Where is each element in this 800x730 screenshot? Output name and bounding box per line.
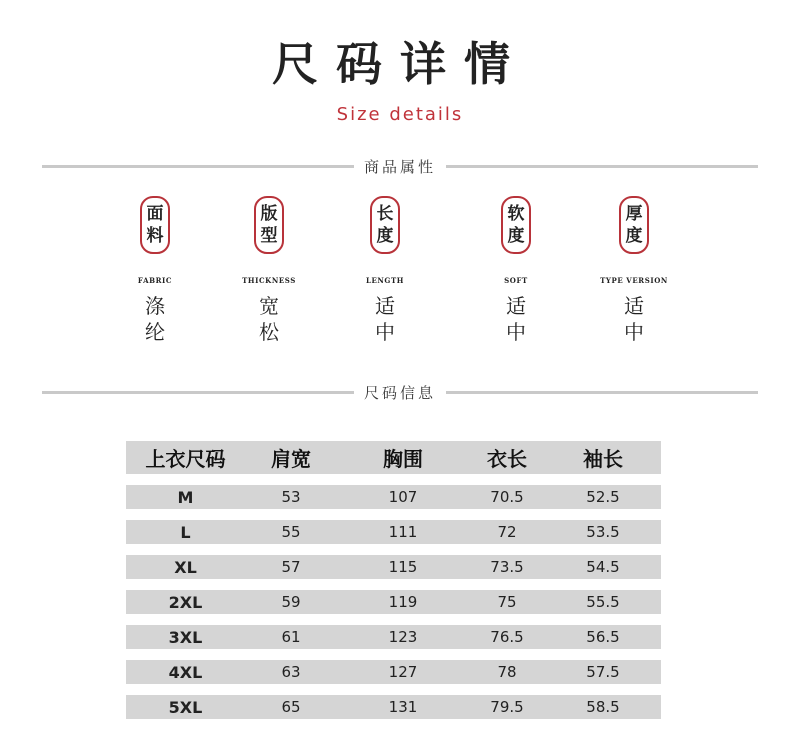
table-row: [126, 660, 661, 684]
attribute-fit: [214, 196, 324, 345]
table-row: [126, 695, 661, 719]
attribute-value: 适 中: [624, 294, 644, 344]
attributes-divider: [42, 155, 758, 177]
cell-chest: 115: [388, 558, 418, 576]
cell-length: 76.5: [490, 628, 524, 646]
header-cell-chest: 胸围: [383, 447, 423, 471]
attributes-panel: [0, 196, 800, 356]
cell-chest: 131: [388, 698, 418, 716]
table-row: [126, 485, 661, 509]
attribute-badge: 软 度: [501, 196, 531, 254]
attribute-value: 涤 纶: [145, 294, 165, 344]
cell-size: 3XL: [168, 627, 203, 647]
cell-sleeve: 52.5: [586, 488, 620, 506]
cell-shoulder: 53: [281, 488, 301, 506]
attribute-fabric: [100, 196, 210, 345]
cell-chest: 107: [388, 488, 418, 506]
cell-chest: 127: [388, 663, 418, 681]
header-cell-sleeve: 袖长: [583, 447, 623, 471]
table-row: [126, 520, 661, 544]
cell-shoulder: 57: [281, 558, 301, 576]
size-table: [126, 441, 661, 719]
cell-size: M: [177, 487, 194, 507]
attribute-thickness: [579, 196, 689, 345]
cell-sleeve: 57.5: [586, 663, 620, 681]
page-title: 尺码详情: [272, 37, 528, 91]
cell-chest: 111: [388, 523, 418, 541]
cell-length: 79.5: [490, 698, 524, 716]
cell-chest: 119: [388, 593, 418, 611]
cell-shoulder: 63: [281, 663, 301, 681]
cell-shoulder: 55: [281, 523, 301, 541]
cell-size: L: [180, 522, 191, 542]
attribute-badge: 面 料: [140, 196, 170, 254]
cell-size: XL: [174, 557, 197, 577]
attribute-length: [330, 196, 440, 345]
cell-sleeve: 55.5: [586, 593, 620, 611]
table-row: [126, 555, 661, 579]
attribute-english-label: LENGTH: [365, 276, 405, 285]
cell-length: 72: [497, 523, 517, 541]
cell-length: 73.5: [490, 558, 524, 576]
header-cell-length: 衣长: [487, 447, 527, 471]
cell-sleeve: 58.5: [586, 698, 620, 716]
cell-sleeve: 56.5: [586, 628, 620, 646]
attribute-value: 适 中: [375, 294, 395, 344]
cell-length: 75: [497, 593, 517, 611]
size-table-header: [126, 441, 661, 474]
cell-shoulder: 65: [281, 698, 301, 716]
attribute-softness: [461, 196, 571, 345]
divider-line: [42, 165, 354, 168]
attribute-badge: 版 型: [254, 196, 284, 254]
attribute-badge: 长 度: [370, 196, 400, 254]
cell-length: 78: [497, 663, 517, 681]
cell-chest: 123: [388, 628, 418, 646]
attribute-english-label: SOFT: [504, 276, 528, 285]
cell-sleeve: 53.5: [586, 523, 620, 541]
cell-size: 2XL: [168, 592, 203, 612]
header-cell-size: 上衣尺码: [145, 447, 226, 471]
size-info-divider: [42, 381, 758, 403]
attribute-value: 宽 松: [259, 294, 279, 344]
header-cell-shoulder: 肩宽: [271, 447, 311, 471]
attribute-value: 适 中: [506, 294, 526, 344]
divider-line: [446, 165, 758, 168]
cell-sleeve: 54.5: [586, 558, 620, 576]
cell-size: 4XL: [168, 662, 203, 682]
cell-length: 70.5: [490, 488, 524, 506]
divider-line: [446, 391, 758, 394]
size-info-section-label: 尺码信息: [364, 383, 437, 402]
cell-shoulder: 59: [281, 593, 301, 611]
page-subtitle: Size details: [336, 104, 464, 125]
attribute-english-label: TYPE VERSION: [600, 276, 668, 285]
attribute-english-label: FABRIC: [137, 276, 173, 285]
attribute-badge: 厚 度: [619, 196, 649, 254]
cell-shoulder: 61: [281, 628, 301, 646]
cell-size: 5XL: [168, 697, 203, 717]
table-row: [126, 625, 661, 649]
divider-line: [42, 391, 354, 394]
attributes-section-label: 商品属性: [364, 157, 437, 176]
table-row: [126, 590, 661, 614]
attribute-english-label: THICKNESS: [242, 276, 296, 285]
